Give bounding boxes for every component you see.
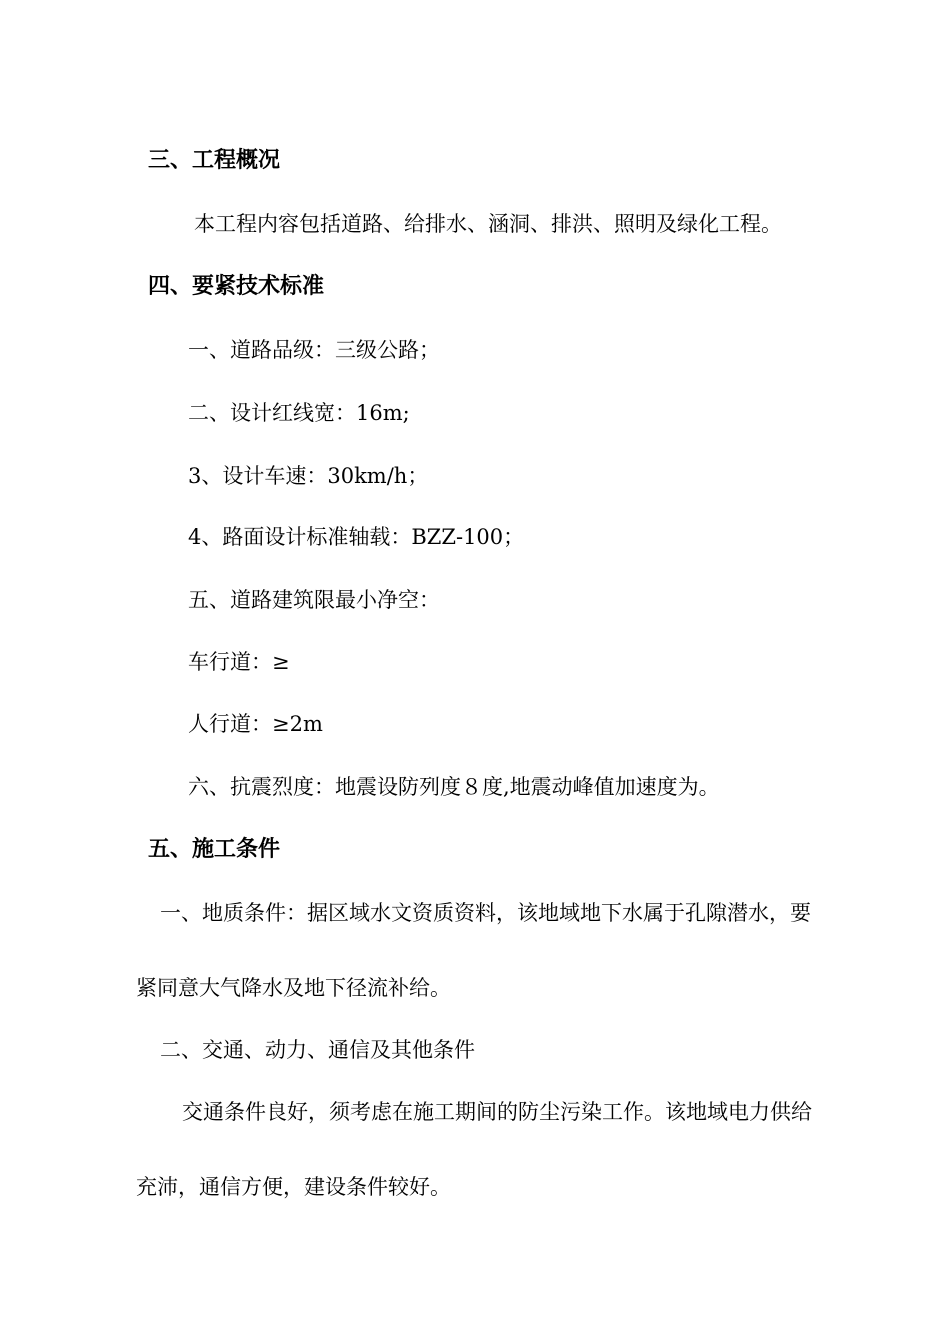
standard-item-clearance: 五、道路建筑限最小净空：	[188, 588, 440, 612]
section-5-heading: 五、施工条件	[148, 837, 281, 862]
traffic-subheading: 二、交通、动力、通信及其他条件	[160, 1038, 475, 1062]
standard-item-sidewalk: 人行道：≥2m	[188, 712, 323, 736]
section-3-heading: 三、工程概况	[148, 148, 281, 173]
section-3-body: 本工程内容包括道路、给排水、涵洞、排洪、照明及绿化工程。	[194, 212, 782, 236]
standard-item-red-line-width: 二、设计红线宽：16m;	[188, 401, 410, 425]
geology-text-line-1: 一、地质条件：据区域水文资质资料，该地域地下水属于孔隙潜水，要	[160, 901, 811, 925]
traffic-text-line-2: 充沛，通信方便，建设条件较好。	[136, 1175, 451, 1199]
standard-item-seismic: 六、抗震烈度：地震设防列度８度,地震动峰值加速度为。	[188, 775, 720, 799]
standard-item-carriageway: 车行道：≥	[188, 650, 290, 674]
geology-text-line-2: 紧同意大气降水及地下径流补给。	[136, 976, 451, 1000]
traffic-text-line-1: 交通条件良好，须考虑在施工期间的防尘污染工作。该地域电力供给	[182, 1100, 812, 1124]
standard-item-road-grade: 一、道路品级：三级公路；	[188, 338, 440, 362]
section-4-heading: 四、要紧技术标准	[148, 274, 325, 299]
standard-item-axle-load: 4、路面设计标准轴载：BZZ-100；	[188, 525, 525, 549]
standard-item-design-speed: 3、设计车速：30km/h；	[188, 464, 429, 488]
